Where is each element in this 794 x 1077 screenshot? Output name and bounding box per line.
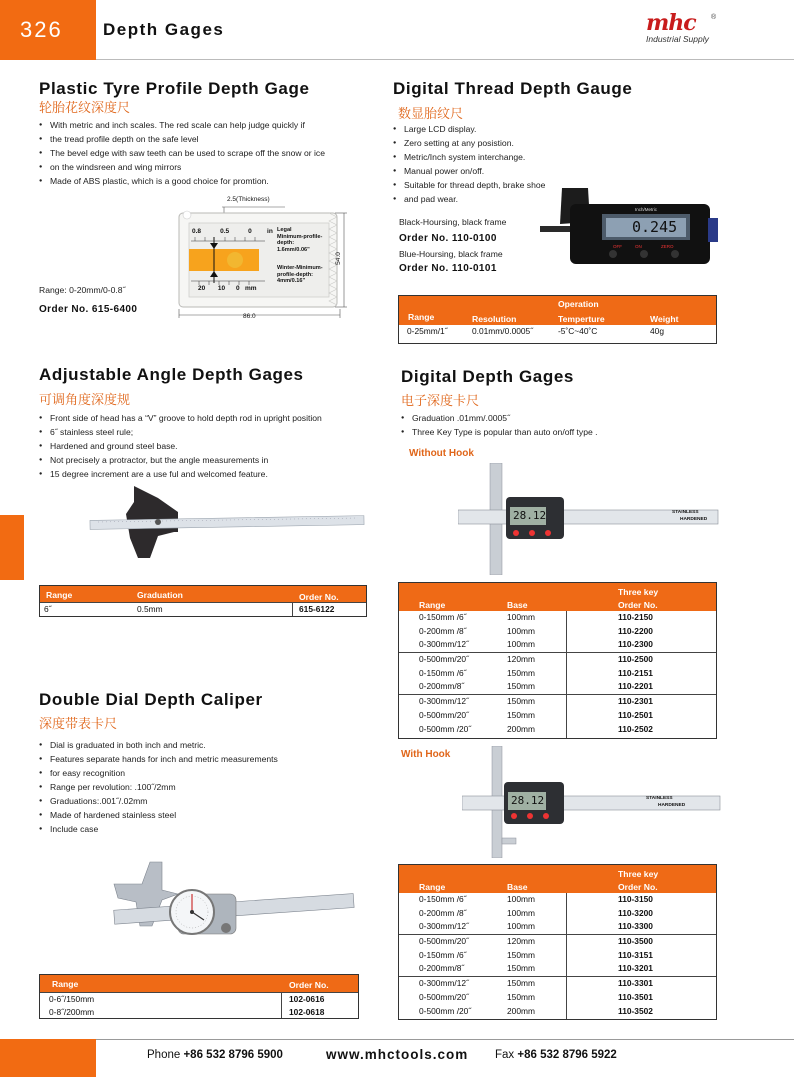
cell-range: 0-500mm/20˝: [419, 709, 469, 720]
cell-range: 0-500mm/20˝: [419, 991, 469, 1002]
cell-base: 150mm: [507, 949, 535, 960]
footer-phone[interactable]: [147, 1049, 283, 1061]
feature-item: ● Made of hardened stainless steel: [39, 808, 278, 822]
cell-base: 150mm: [507, 963, 535, 974]
dim-thickness: 2.5(Thickness): [227, 196, 270, 203]
legal-line: Legal: [277, 227, 292, 233]
col-range: Range: [419, 600, 446, 610]
col-order: Order No.: [618, 882, 658, 892]
header-divider: [96, 59, 794, 60]
feature-item: ● With metric and inch scales. The red scale can help judge quickly if: [39, 118, 325, 132]
inch-tick-label: 0: [248, 228, 252, 235]
feature-item-cont: ● the tread profile depth on the safe level: [39, 132, 325, 146]
cell-range: 0-500mm/20˝: [419, 654, 469, 665]
thread-variant-2-desc: Blue-Hoursing, black frame: [399, 249, 503, 259]
legal-line: Minimum-profile-: [277, 233, 323, 240]
table-row: [399, 962, 716, 976]
dim-height: 54.0: [334, 252, 342, 265]
cell-range: 0-500mm /20˝: [419, 723, 472, 734]
table-row: [399, 695, 716, 709]
cell-range: 0-300mm/12˝: [419, 696, 469, 707]
scale-stainless: STAINLESS: [672, 510, 699, 515]
angle-title-cn: 可调角度深度规: [39, 392, 131, 407]
phone-label: Phone: [147, 1049, 181, 1061]
company-logo[interactable]: [646, 12, 716, 44]
cell-order: 110-2502: [618, 723, 653, 734]
cell-order: 110-2301: [618, 696, 653, 707]
cell-base: 150mm: [507, 681, 535, 692]
mm-tick-label: mm: [245, 285, 257, 292]
thread-variant-2-order: Order No. 110-0101: [399, 263, 497, 274]
legal-line: depth:: [277, 240, 295, 247]
cell-range: 0-300mm/12˝: [419, 978, 469, 989]
mode-label: Inch/Metric: [635, 207, 658, 212]
digital-title: Digital Depth Gages: [401, 367, 574, 386]
lcd-readout: 0.245: [632, 218, 678, 236]
table-row: [399, 893, 716, 907]
with-hook-label: With Hook: [401, 749, 451, 760]
scale-hardened: HARDENED: [658, 803, 686, 808]
cell-range: 0-200mm /8˝: [419, 907, 467, 918]
cell-range: 0-200mm/8˝: [419, 681, 465, 692]
feature-item: ● Hardened and ground steel base.: [39, 439, 322, 453]
cell-range: 0-150mm /6˝: [419, 667, 467, 678]
table-row: [399, 991, 716, 1005]
lcd-readout: 28.12: [513, 509, 547, 522]
col-operation: Operation: [558, 299, 599, 309]
table-row: [40, 1006, 358, 1020]
cell-order: 102-0618: [289, 1006, 325, 1017]
cell-order: 102-0616: [289, 994, 325, 1004]
column-divider: [292, 602, 293, 616]
cell-order: 110-2201: [618, 681, 653, 692]
cell-range: 6˝: [44, 604, 52, 614]
cell-weight: 40g: [650, 326, 664, 336]
with-hook-table: [398, 864, 717, 1020]
thread-variant-1-desc: Black-Hoursing, black frame: [399, 217, 507, 227]
cell-range: 0-500mm /20˝: [419, 1005, 472, 1016]
table-row: [399, 667, 716, 681]
feature-item: ● Graduation .01mm/.0005˝: [401, 411, 598, 425]
cell-range: 0-500mm/20˝: [419, 936, 469, 947]
digital-title-cn: 电子深度卡尺: [401, 393, 480, 408]
cell-base: 150mm: [507, 991, 535, 1002]
footer-fax: [495, 1049, 617, 1061]
thread-gauge-image: [540, 182, 718, 264]
table-row: [399, 1005, 716, 1019]
page-number: 326: [0, 0, 96, 60]
thread-spec-table: [398, 295, 717, 344]
tyre-range: Range: 0-20mm/0-0.8˝: [39, 285, 126, 295]
cell-range: 0-25mm/1˝: [407, 326, 448, 336]
row-group: [399, 934, 716, 976]
thread-features: [393, 122, 545, 206]
cell-order: 110-3500: [618, 936, 653, 947]
cell-range: 0-150mm /6˝: [419, 894, 467, 904]
side-tab: [0, 515, 24, 580]
table-row: [40, 602, 366, 616]
dial-features: [39, 738, 278, 836]
cell-base: 150mm: [507, 978, 535, 989]
scale-stainless: STAINLESS: [646, 796, 673, 801]
table-row: [399, 653, 716, 667]
row-group: [399, 652, 716, 694]
cell-order: 110-2500: [618, 654, 653, 665]
col-base: Base: [507, 600, 528, 610]
cell-order: 110-2300: [618, 639, 653, 650]
table-header: [399, 865, 716, 893]
winter-note: [277, 265, 323, 285]
digital-gage-image: [458, 463, 720, 575]
scale-hardened: HARDENED: [680, 517, 708, 522]
table-header: [40, 586, 366, 602]
mm-scale-labels: [198, 285, 257, 292]
feature-item: ● Not precisely a protractor, but the angle measurements in: [39, 453, 322, 467]
col-order: Order No.: [618, 600, 658, 610]
footer-website-link[interactable]: www.mhctools.com: [326, 1047, 469, 1062]
tyre-order-number: Order No. 615-6400: [39, 304, 138, 315]
table-row: [399, 638, 716, 652]
feature-item: ● Suitable for thread depth, brake shoe: [393, 178, 545, 192]
col-three-key: Three key: [618, 869, 659, 879]
row-group: [399, 976, 716, 1018]
table-body: [399, 893, 716, 1018]
logo-mark: mhc: [646, 10, 696, 36]
fax-label: Fax: [495, 1049, 515, 1061]
angle-spec-table: [39, 585, 367, 617]
page-title: Depth Gages: [103, 20, 225, 39]
on-label: ON: [635, 244, 642, 249]
col-order: Order No.: [289, 980, 329, 990]
row-group: [399, 611, 716, 652]
feature-item: ● Zero setting at any posistion.: [393, 136, 545, 150]
cell-range: 0-200mm /8˝: [419, 625, 467, 636]
cell-resolution: 0.01mm/0.0005˝: [472, 326, 533, 336]
table-row: [399, 325, 716, 339]
registered-mark: ®: [711, 14, 717, 21]
col-range: Range: [419, 882, 446, 892]
row-group: [399, 694, 716, 736]
cell-order: 110-3200: [618, 907, 653, 918]
cell-order: 110-3501: [618, 991, 653, 1002]
thread-variant-1-order: Order No. 110-0100: [399, 233, 497, 244]
col-range: Range: [408, 312, 435, 322]
cell-range: 0-200mm/8˝: [419, 963, 465, 974]
row-group: [399, 893, 716, 934]
table-row: [399, 723, 716, 737]
table-row: [399, 625, 716, 639]
cell-temperature: -5˚C~40˚C: [558, 326, 598, 336]
col-range: Range: [52, 979, 79, 989]
col-resolution: Resolution: [472, 314, 517, 324]
tyre-title: Plastic Tyre Profile Depth Gage: [39, 79, 310, 98]
table-row: [399, 935, 716, 949]
angle-gage-image: [88, 484, 366, 564]
cell-base: 150mm: [507, 696, 535, 707]
cell-base: 120mm: [507, 654, 535, 665]
zero-label: ZERO: [661, 244, 674, 249]
winter-line: Winter-Minimum-: [277, 265, 323, 271]
column-divider: [566, 611, 567, 738]
table-header: [399, 296, 716, 325]
col-weight: Weight: [650, 314, 679, 324]
cell-order: 110-3151: [618, 949, 653, 960]
footer-accent: [0, 1039, 96, 1077]
col-graduation: Graduation: [137, 590, 183, 600]
legal-note: [277, 227, 322, 253]
fax-number: +86 532 8796 5922: [517, 1049, 617, 1061]
dial-title: Double Dial Depth Caliper: [39, 690, 263, 709]
dial-spec-table: [39, 974, 359, 1019]
cell-base: 120mm: [507, 936, 535, 947]
feature-item: ● Features separate hands for inch and metric measurements: [39, 752, 278, 766]
feature-item: ● Range per revolution: .100˝/2mm: [39, 780, 278, 794]
feature-item: ● Include case: [39, 822, 278, 836]
footer-divider: [96, 1039, 794, 1040]
feature-item: ● Made of ABS plastic, which is a good choice for promtion.: [39, 174, 325, 188]
column-divider: [566, 893, 567, 1019]
without-hook-label: Without Hook: [409, 448, 474, 459]
cell-order: 110-3201: [618, 963, 653, 974]
legal-line: 1.6mm/0.06": [277, 246, 310, 253]
col-three-key: Three key: [618, 587, 659, 597]
feature-item-cont: ● and pad wear.: [393, 192, 545, 206]
cell-order: 615-6122: [299, 604, 335, 614]
table-row: [399, 611, 716, 625]
dial-title-cn: 深度带表卡尺: [39, 716, 118, 731]
cell-base: 100mm: [507, 894, 535, 904]
feature-item: ● 6˝ stainless steel rule;: [39, 425, 322, 439]
table-row: [399, 949, 716, 963]
col-base: Base: [507, 882, 528, 892]
cell-base: 100mm: [507, 907, 535, 918]
inch-scale-labels: [192, 228, 273, 235]
lcd-readout: 28.12: [511, 794, 545, 807]
feature-item-cont: ● on the windsreen and wing mirrors: [39, 160, 325, 174]
winter-line: profile-depth:: [277, 271, 314, 278]
dial-caliper-image: [112, 860, 356, 964]
table-row: [399, 920, 716, 934]
off-label: OFF: [613, 244, 622, 249]
table-row: [399, 977, 716, 991]
inch-tick-label: 0.5: [220, 228, 230, 235]
cell-base: 150mm: [507, 709, 535, 720]
winter-line: 4mm/0.16": [277, 278, 306, 285]
cell-order: 110-2200: [618, 625, 653, 636]
col-order: Order No.: [299, 592, 339, 602]
angle-features: [39, 411, 322, 481]
thread-title-cn: 数显胎纹尺: [398, 106, 464, 121]
cell-base: 100mm: [507, 625, 535, 636]
feature-item: ● Large LCD display.: [393, 122, 545, 136]
feature-item: ● Manual power on/off.: [393, 164, 545, 178]
feature-item: ● Graduations:.001˝/.02mm: [39, 794, 278, 808]
feature-item: ● The bevel edge with saw teeth can be used to scrape off the snow or ice: [39, 146, 325, 160]
table-header: [399, 583, 716, 611]
cell-order: 110-3150: [618, 894, 653, 904]
mm-tick-label: 0: [235, 285, 240, 292]
cell-range: 0-6˝/150mm: [49, 994, 95, 1004]
logo-subtitle: Industrial Supply: [646, 34, 709, 44]
cell-graduation: 0.5mm: [137, 604, 163, 614]
feature-item-cont: ● 15 degree increment are a use ful and welcomed feature.: [39, 467, 322, 481]
cell-range: 0-150mm /6˝: [419, 949, 467, 960]
col-temperature: Temperture: [558, 314, 605, 324]
tyre-features: [39, 118, 325, 188]
cell-range: 0-300mm/12˝: [419, 639, 469, 650]
tyre-gauge-drawing: [175, 193, 365, 321]
digital-gage-hook-image: [462, 746, 722, 858]
cell-range: 0-300mm/12˝: [419, 921, 469, 932]
col-range: Range: [46, 590, 73, 600]
cell-order: 110-2151: [618, 667, 653, 678]
cell-base: 150mm: [507, 667, 535, 678]
cell-base: 100mm: [507, 639, 535, 650]
digital-features: [401, 411, 598, 439]
table-row: [399, 709, 716, 723]
cell-order: 110-3502: [618, 1005, 653, 1016]
cell-order: 110-2150: [618, 612, 653, 622]
phone-number: +86 532 8796 5900: [183, 1049, 283, 1061]
feature-item: ● Three Key Type is popular than auto on/off type .: [401, 425, 598, 439]
feature-item: ● Front side of head has a “V” groove to hold depth rod in upright position: [39, 411, 322, 425]
tyre-title-cn: 轮胎花纹深度尺: [39, 100, 131, 115]
column-divider: [281, 992, 282, 1018]
cell-base: 100mm: [507, 921, 535, 932]
feature-item-cont: ● for easy recognition: [39, 766, 278, 780]
cell-order: 110-3301: [618, 978, 653, 989]
inch-tick-label: in: [267, 228, 273, 235]
feature-item: ● Dial is graduated in both inch and metric.: [39, 738, 278, 752]
angle-title: Adjustable Angle Depth Gages: [39, 365, 304, 384]
cell-base: 200mm: [507, 1005, 535, 1016]
feature-item: ● Metric/Inch system interchange.: [393, 150, 545, 164]
dim-width: 86.0: [243, 313, 256, 320]
cell-order: 110-3300: [618, 921, 653, 932]
cell-base: 100mm: [507, 612, 535, 622]
table-row: [399, 907, 716, 921]
inch-tick-label: 0.8: [192, 228, 202, 235]
without-hook-table: [398, 582, 717, 739]
table-row: [399, 680, 716, 694]
table-body: [399, 611, 716, 736]
mm-tick-label: 20: [198, 285, 206, 292]
cell-order: 110-2501: [618, 709, 653, 720]
mm-tick-label: 10: [217, 285, 226, 292]
cell-range: 0-8˝/200mm: [49, 1006, 95, 1017]
table-header: [40, 975, 358, 992]
thread-title: Digital Thread Depth Gauge: [393, 79, 633, 98]
cell-base: 200mm: [507, 723, 535, 734]
cell-range: 0-150mm /6˝: [419, 612, 467, 622]
table-row: [40, 992, 358, 1006]
